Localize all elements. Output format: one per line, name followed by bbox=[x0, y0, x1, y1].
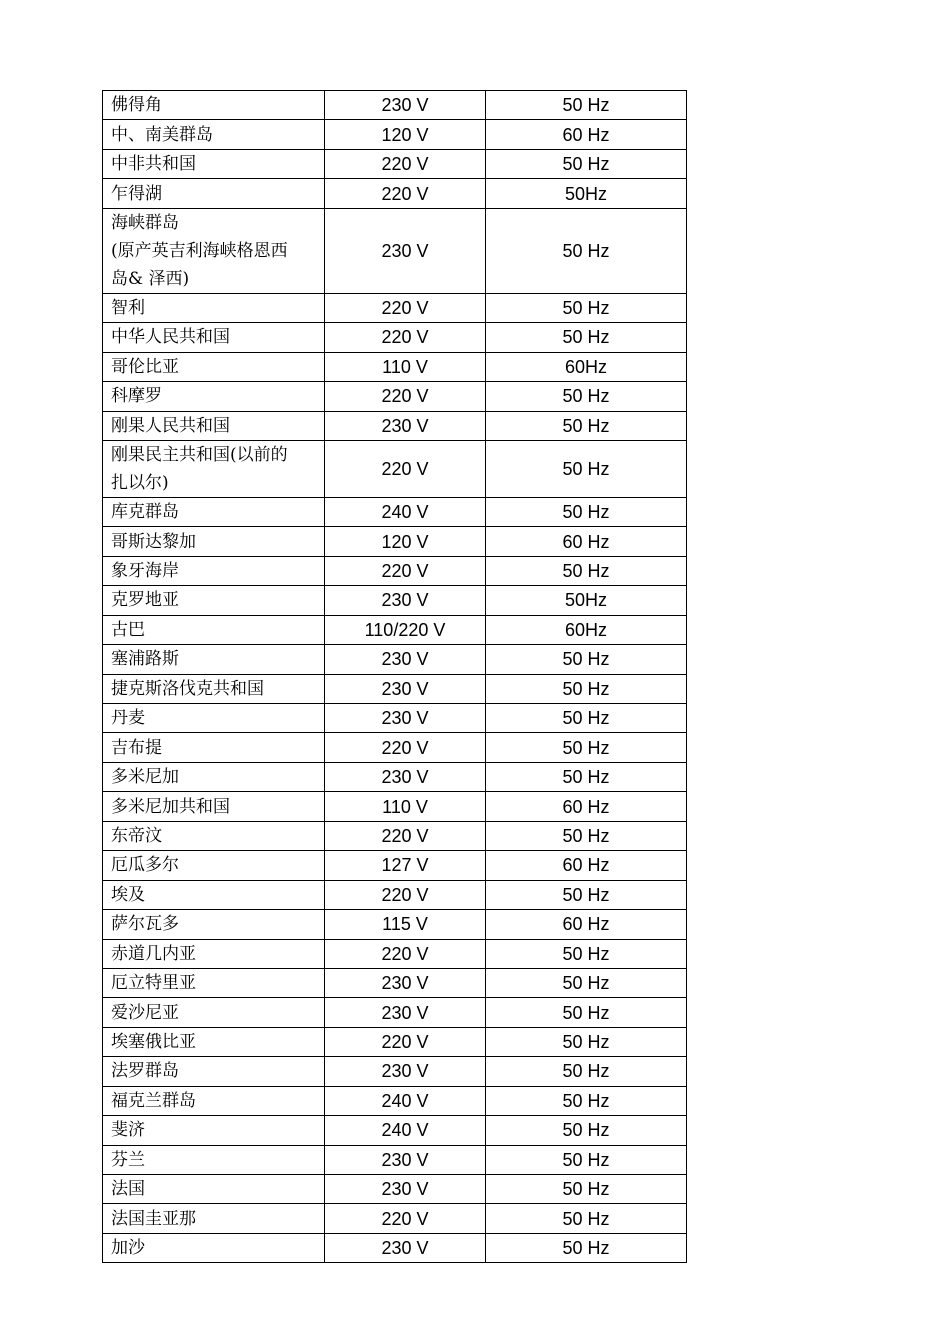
country-cell: 中非共和国 bbox=[103, 149, 325, 178]
voltage-cell: 220 V bbox=[325, 440, 486, 497]
frequency-cell: 50 Hz bbox=[486, 556, 687, 585]
frequency-cell: 60Hz bbox=[486, 352, 687, 381]
frequency-cell: 50 Hz bbox=[486, 1175, 687, 1204]
frequency-cell: 50 Hz bbox=[486, 1145, 687, 1174]
frequency-cell: 50 Hz bbox=[486, 293, 687, 322]
frequency-cell: 50Hz bbox=[486, 179, 687, 208]
country-cell: 库克群岛 bbox=[103, 497, 325, 526]
frequency-cell: 50 Hz bbox=[486, 1027, 687, 1056]
voltage-cell: 230 V bbox=[325, 91, 486, 120]
table-row bbox=[103, 208, 687, 293]
voltage-cell: 230 V bbox=[325, 1145, 486, 1174]
table-row bbox=[103, 352, 687, 381]
table-row bbox=[103, 615, 687, 644]
voltage-cell: 220 V bbox=[325, 382, 486, 411]
voltage-cell: 230 V bbox=[325, 968, 486, 997]
voltage-cell: 220 V bbox=[325, 733, 486, 762]
country-cell: 吉布提 bbox=[103, 733, 325, 762]
country-cell: 捷克斯洛伐克共和国 bbox=[103, 674, 325, 703]
frequency-cell: 50 Hz bbox=[486, 1057, 687, 1086]
voltage-cell: 220 V bbox=[325, 939, 486, 968]
country-cell: 哥伦比亚 bbox=[103, 352, 325, 381]
frequency-cell: 50 Hz bbox=[486, 497, 687, 526]
country-cell: 法国圭亚那 bbox=[103, 1204, 325, 1233]
frequency-cell: 50 Hz bbox=[486, 208, 687, 293]
voltage-cell: 230 V bbox=[325, 674, 486, 703]
frequency-cell: 60 Hz bbox=[486, 527, 687, 556]
country-cell: 丹麦 bbox=[103, 704, 325, 733]
voltage-cell: 120 V bbox=[325, 527, 486, 556]
country-cell: 海峡群岛 (原产英吉利海峡格恩西 岛& 泽西) bbox=[103, 208, 325, 293]
table-row bbox=[103, 411, 687, 440]
table-row bbox=[103, 293, 687, 322]
country-cell: 古巴 bbox=[103, 615, 325, 644]
table-row bbox=[103, 645, 687, 674]
voltage-cell: 110 V bbox=[325, 352, 486, 381]
country-cell: 科摩罗 bbox=[103, 382, 325, 411]
country-cell: 中华人民共和国 bbox=[103, 323, 325, 352]
country-cell: 多米尼加 bbox=[103, 762, 325, 791]
voltage-cell: 220 V bbox=[325, 1027, 486, 1056]
table-row bbox=[103, 382, 687, 411]
table-row bbox=[103, 149, 687, 178]
table-row bbox=[103, 1233, 687, 1262]
table-row bbox=[103, 968, 687, 997]
frequency-cell: 50 Hz bbox=[486, 382, 687, 411]
voltage-cell: 230 V bbox=[325, 998, 486, 1027]
voltage-cell: 110/220 V bbox=[325, 615, 486, 644]
table-row bbox=[103, 851, 687, 880]
table-row bbox=[103, 527, 687, 556]
voltage-cell: 240 V bbox=[325, 1086, 486, 1115]
country-cell: 刚果民主共和国(以前的 扎以尔) bbox=[103, 440, 325, 497]
frequency-cell: 50 Hz bbox=[486, 880, 687, 909]
country-cell: 埃塞俄比亚 bbox=[103, 1027, 325, 1056]
table-row bbox=[103, 120, 687, 149]
table-row bbox=[103, 497, 687, 526]
frequency-cell: 60 Hz bbox=[486, 792, 687, 821]
country-cell: 乍得湖 bbox=[103, 179, 325, 208]
country-cell: 刚果人民共和国 bbox=[103, 411, 325, 440]
table-body bbox=[103, 91, 687, 1263]
country-cell: 多米尼加共和国 bbox=[103, 792, 325, 821]
country-cell: 象牙海岸 bbox=[103, 556, 325, 585]
voltage-cell: 220 V bbox=[325, 556, 486, 585]
country-cell: 埃及 bbox=[103, 880, 325, 909]
frequency-cell: 60Hz bbox=[486, 615, 687, 644]
voltage-cell: 230 V bbox=[325, 645, 486, 674]
voltage-cell: 115 V bbox=[325, 910, 486, 939]
voltage-cell: 240 V bbox=[325, 1116, 486, 1145]
frequency-cell: 50 Hz bbox=[486, 91, 687, 120]
table-row bbox=[103, 733, 687, 762]
country-cell: 福克兰群岛 bbox=[103, 1086, 325, 1115]
table-row bbox=[103, 1175, 687, 1204]
table-row bbox=[103, 1145, 687, 1174]
voltage-cell: 230 V bbox=[325, 1175, 486, 1204]
frequency-cell: 50 Hz bbox=[486, 998, 687, 1027]
table-row bbox=[103, 910, 687, 939]
country-cell: 塞浦路斯 bbox=[103, 645, 325, 674]
table-row bbox=[103, 1086, 687, 1115]
frequency-cell: 50 Hz bbox=[486, 1204, 687, 1233]
table-row bbox=[103, 586, 687, 615]
country-cell: 中、南美群岛 bbox=[103, 120, 325, 149]
country-cell: 智利 bbox=[103, 293, 325, 322]
frequency-cell: 50 Hz bbox=[486, 1116, 687, 1145]
country-cell: 东帝汶 bbox=[103, 821, 325, 850]
voltage-frequency-table bbox=[102, 90, 687, 1263]
country-cell: 厄瓜多尔 bbox=[103, 851, 325, 880]
frequency-cell: 50 Hz bbox=[486, 645, 687, 674]
voltage-cell: 230 V bbox=[325, 704, 486, 733]
frequency-cell: 50Hz bbox=[486, 586, 687, 615]
country-cell: 哥斯达黎加 bbox=[103, 527, 325, 556]
voltage-cell: 220 V bbox=[325, 1204, 486, 1233]
frequency-cell: 50 Hz bbox=[486, 440, 687, 497]
country-cell: 赤道几内亚 bbox=[103, 939, 325, 968]
country-cell: 法国 bbox=[103, 1175, 325, 1204]
country-cell: 加沙 bbox=[103, 1233, 325, 1262]
country-cell: 芬兰 bbox=[103, 1145, 325, 1174]
frequency-cell: 50 Hz bbox=[486, 149, 687, 178]
voltage-cell: 220 V bbox=[325, 323, 486, 352]
frequency-cell: 50 Hz bbox=[486, 1233, 687, 1262]
voltage-cell: 127 V bbox=[325, 851, 486, 880]
frequency-cell: 50 Hz bbox=[486, 762, 687, 791]
table-row bbox=[103, 1027, 687, 1056]
voltage-cell: 120 V bbox=[325, 120, 486, 149]
table-row bbox=[103, 91, 687, 120]
table-row bbox=[103, 179, 687, 208]
voltage-cell: 220 V bbox=[325, 293, 486, 322]
frequency-cell: 60 Hz bbox=[486, 120, 687, 149]
table-row bbox=[103, 998, 687, 1027]
country-cell: 萨尔瓦多 bbox=[103, 910, 325, 939]
frequency-cell: 60 Hz bbox=[486, 910, 687, 939]
frequency-cell: 50 Hz bbox=[486, 821, 687, 850]
voltage-cell: 230 V bbox=[325, 1057, 486, 1086]
frequency-cell: 50 Hz bbox=[486, 968, 687, 997]
voltage-cell: 230 V bbox=[325, 586, 486, 615]
table-row bbox=[103, 704, 687, 733]
frequency-cell: 50 Hz bbox=[486, 323, 687, 352]
table-row bbox=[103, 323, 687, 352]
voltage-cell: 230 V bbox=[325, 1233, 486, 1262]
frequency-cell: 50 Hz bbox=[486, 733, 687, 762]
voltage-cell: 220 V bbox=[325, 880, 486, 909]
table-row bbox=[103, 792, 687, 821]
frequency-cell: 50 Hz bbox=[486, 704, 687, 733]
table-row bbox=[103, 939, 687, 968]
table-row bbox=[103, 1204, 687, 1233]
country-cell: 厄立特里亚 bbox=[103, 968, 325, 997]
voltage-cell: 220 V bbox=[325, 821, 486, 850]
country-cell: 爱沙尼亚 bbox=[103, 998, 325, 1027]
country-cell: 法罗群岛 bbox=[103, 1057, 325, 1086]
frequency-cell: 50 Hz bbox=[486, 674, 687, 703]
table-row bbox=[103, 556, 687, 585]
frequency-cell: 50 Hz bbox=[486, 939, 687, 968]
voltage-cell: 230 V bbox=[325, 762, 486, 791]
frequency-cell: 50 Hz bbox=[486, 1086, 687, 1115]
table-row bbox=[103, 1116, 687, 1145]
frequency-cell: 50 Hz bbox=[486, 411, 687, 440]
table-row bbox=[103, 674, 687, 703]
voltage-cell: 230 V bbox=[325, 411, 486, 440]
voltage-cell: 240 V bbox=[325, 497, 486, 526]
country-cell: 佛得角 bbox=[103, 91, 325, 120]
frequency-cell: 60 Hz bbox=[486, 851, 687, 880]
voltage-cell: 220 V bbox=[325, 179, 486, 208]
voltage-cell: 110 V bbox=[325, 792, 486, 821]
table-row bbox=[103, 821, 687, 850]
table-row bbox=[103, 440, 687, 497]
country-cell: 斐济 bbox=[103, 1116, 325, 1145]
voltage-cell: 220 V bbox=[325, 149, 486, 178]
voltage-cell: 230 V bbox=[325, 208, 486, 293]
table-row bbox=[103, 762, 687, 791]
table-row bbox=[103, 880, 687, 909]
table-row bbox=[103, 1057, 687, 1086]
country-cell: 克罗地亚 bbox=[103, 586, 325, 615]
